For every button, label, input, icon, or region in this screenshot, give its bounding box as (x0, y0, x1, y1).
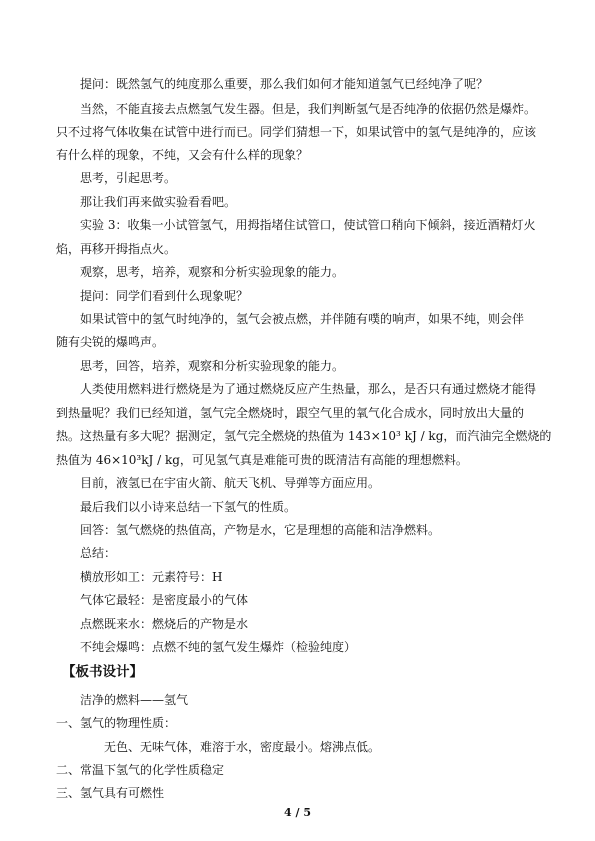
board-item: 三、氢气具有可燃性 (56, 786, 165, 800)
text-line (0, 98, 595, 120)
text-line (0, 782, 595, 804)
paragraph-text: 气体它最轻：是密度最小的气体 (80, 593, 249, 607)
paragraph-text: 总结： (80, 546, 117, 560)
paragraph-text: 目前，液氢已在宇宙火箭、航天飞机、导弹等方面应用。 (80, 476, 381, 490)
paragraph-text: 只不过将气体收集在试管中进行而已。同学们猜想一下，如果试管中的氢气是纯净的，应该 (56, 125, 537, 139)
paragraph-text: 提问：同学们看到什么现象呢？ (80, 289, 249, 303)
text-line (0, 331, 595, 353)
paragraph-text: 随有尖锐的爆鸣声。 (56, 335, 165, 349)
paragraph-text: 热。这热量有多大呢？据测定，氢气完全燃烧的热值为 143×10³ kJ / kg，而汽油完全燃烧的 (56, 429, 552, 443)
text-line (0, 402, 595, 424)
text-line (0, 261, 595, 283)
text-line (0, 73, 595, 95)
section-heading: 【板书设计】 (62, 664, 143, 680)
text-line (0, 472, 595, 494)
paragraph-text: 当然，不能直接去点燃氢气发生器。但是，我们判断氢气是否纯净的依据仍然是爆炸。 (80, 102, 537, 116)
text-line (0, 589, 595, 611)
paragraph-text: 人类使用燃料进行燃烧是为了通过燃烧反应产生热量，那么，是否只有通过燃烧才能得 (80, 382, 537, 396)
text-line (0, 238, 595, 260)
text-line (0, 496, 595, 518)
text-line (0, 167, 595, 189)
paragraph-text: 实验 3：收集一小试管氢气，用拇指堵住试管口，使试管口稍向下倾斜，接近酒精灯火 (80, 218, 536, 232)
page-number: 4 / 5 (284, 806, 311, 819)
text-line (0, 355, 595, 377)
board-item: 二、常温下氢气的化学性质稳定 (56, 763, 225, 777)
text-line (0, 519, 595, 541)
text-line (0, 689, 595, 711)
text-line (0, 285, 595, 307)
text-line (0, 191, 595, 213)
text-line (0, 542, 595, 564)
paragraph-text: 思考，回答，培养，观察和分析实验现象的能力。 (80, 359, 345, 373)
text-line (0, 636, 595, 658)
paragraph-text: 点燃既来水：燃烧后的产物是水 (80, 617, 249, 631)
text-line (0, 214, 595, 236)
paragraph-text: 回答：氢气燃烧的热值高，产物是水，它是理想的高能和洁净燃料。 (80, 523, 441, 537)
board-subitem: 无色、无味气体，难溶于水，密度最小。熔沸点低。 (104, 740, 381, 754)
paragraph-text: 提问：既然氢气的纯度那么重要，那么我们如何才能知道氢气已经纯净了呢？ (80, 77, 489, 91)
paragraph-text: 焰，再移开拇指点火。 (56, 242, 177, 256)
text-line (0, 425, 595, 447)
text-line (0, 566, 595, 588)
board-item: 一、氢气的物理性质： (56, 716, 177, 730)
text-line (0, 121, 595, 143)
paragraph-text: 热值为 46×10³kJ / kg，可见氢气真是难能可贵的既清洁有高能的理想燃料。 (56, 453, 468, 467)
paragraph-text: 那让我们再来做实验看看吧。 (80, 195, 237, 209)
paragraph-text: 有什么样的现象，不纯，又会有什么样的现象？ (56, 148, 309, 162)
board-title: 洁净的燃料——氢气 (80, 693, 189, 707)
text-line (0, 736, 595, 758)
paragraph-text: 横放形如工：元素符号：H (80, 570, 223, 584)
text-line (0, 449, 595, 471)
text-line (0, 759, 595, 781)
text-line (0, 144, 595, 166)
text-line (0, 712, 595, 734)
text-line (0, 378, 595, 400)
paragraph-text: 思考，引起思考。 (80, 171, 177, 185)
text-line (0, 613, 595, 635)
paragraph-text: 不纯会爆鸣：点燃不纯的氢气发生爆炸（检验纯度） (80, 640, 357, 654)
text-line (0, 308, 595, 330)
paragraph-text: 如果试管中的氢气时纯净的，氢气会被点燃，并伴随有噗的响声，如果不纯，则会伴 (80, 312, 525, 326)
paragraph-text: 最后我们以小诗来总结一下氢气的性质。 (80, 500, 297, 514)
paragraph-text: 到热量呢？我们已经知道，氢气完全燃烧时，跟空气里的氧气化合成水，同时放出大量的 (56, 406, 525, 420)
paragraph-text: 观察，思考，培养，观察和分析实验现象的能力。 (80, 265, 345, 279)
